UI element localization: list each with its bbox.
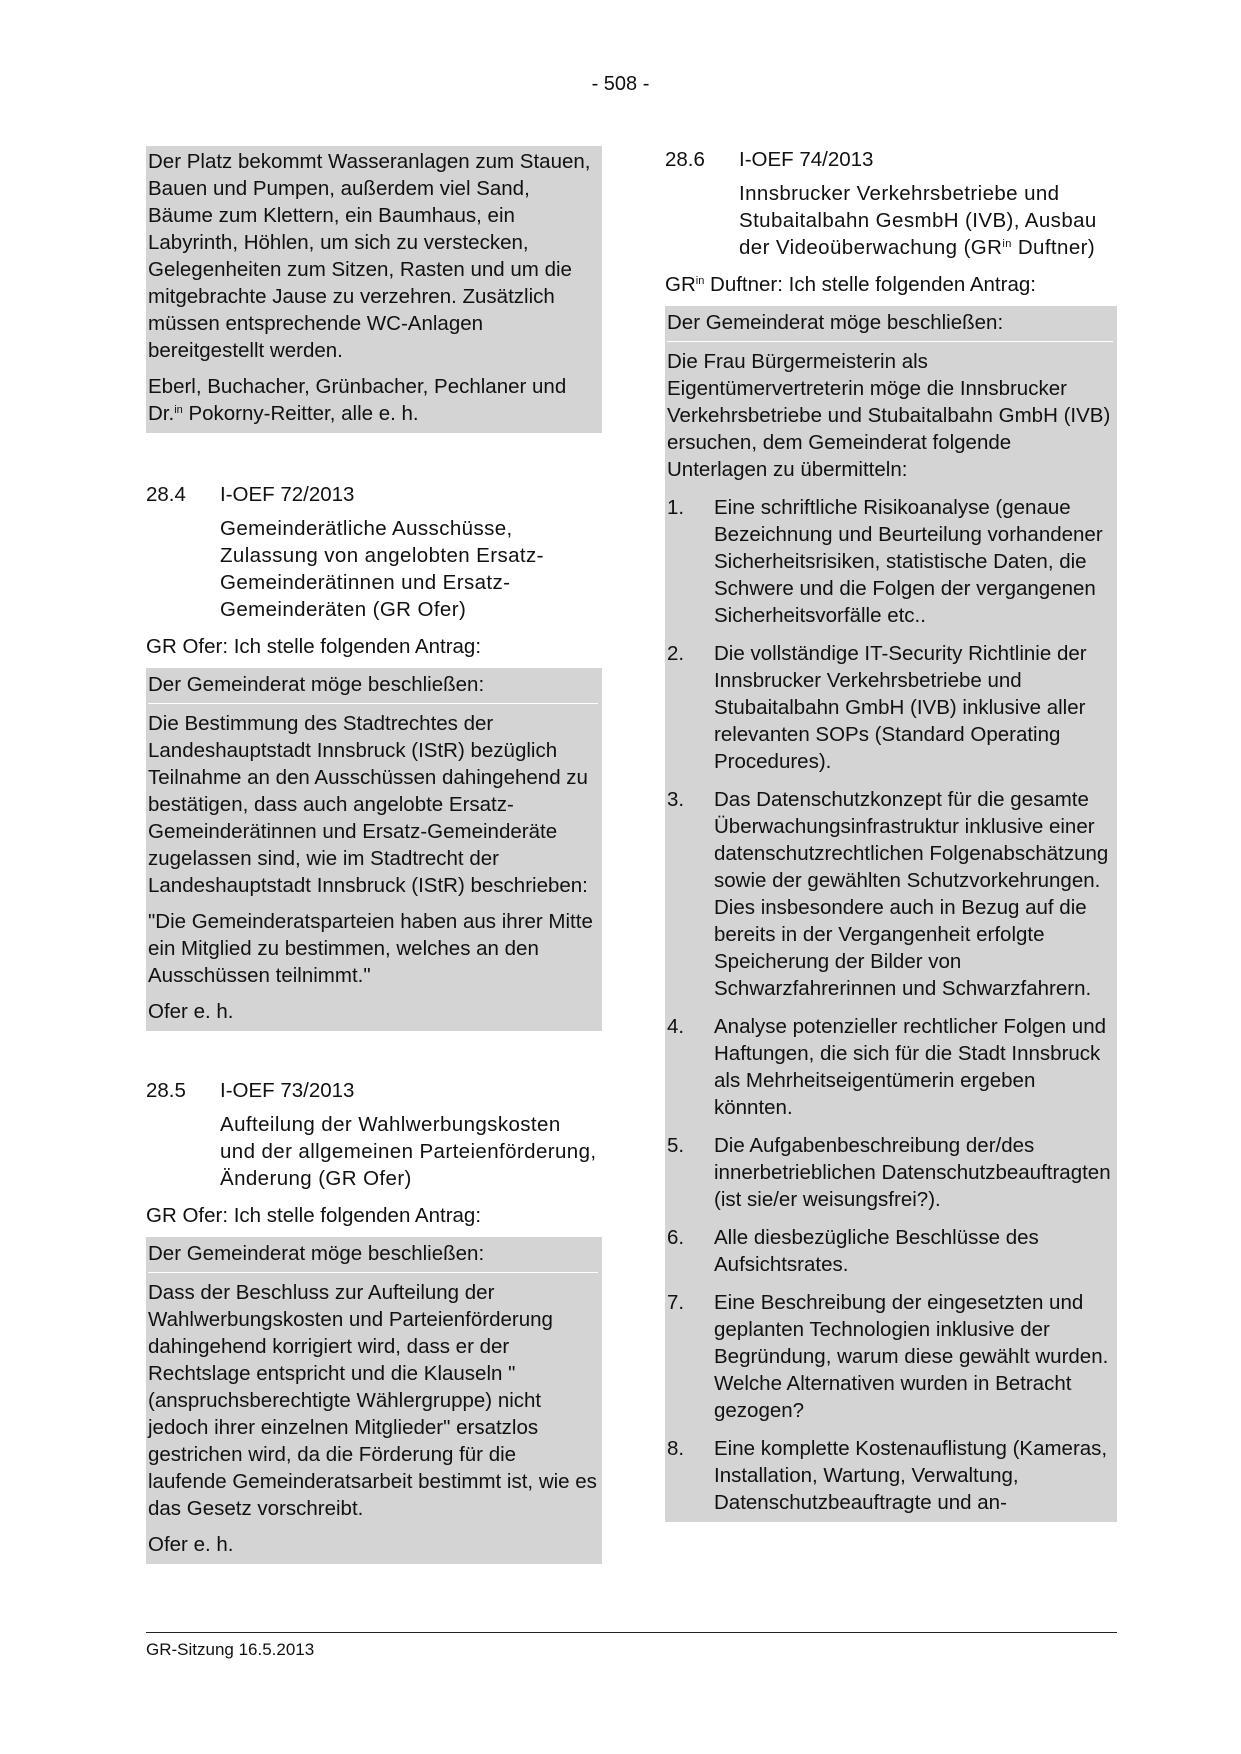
section-ref: I-OEF 74/2013 [739, 148, 874, 171]
list-item: 2. Die vollständige IT-Security Richtlinie der Innsbrucker Verkehrsbetriebe und Stubaitalbahn GmbH (IVB) inklusive aller relevanten SOPs (Standard Operating Procedures). [667, 642, 1087, 773]
continued-motion-box [146, 146, 602, 433]
motion-intro: GR Ofer: Ich stelle folgenden Antrag: [146, 635, 482, 658]
motion-body: Dass der Beschluss zur Aufteilung der Wahlwerbungskosten und Parteienförderung dahingehend korrigiert wird, dass er der Rechtslage entspricht und die Klauseln "(anspruchsberechtigte Wählergruppe) nicht jedoch ihrer einzelnen Mitglieder" ersatzlos gestrichen wird, da die Förderung für die laufende Gemeinderatsarbeit bestimmt ist, wie es das Gesetz vorschreibt. [148, 1281, 597, 1520]
requested-documents-list [667, 494, 1113, 1516]
continued-paragraph: Der Platz bekommt Wasseranlagen zum Stauen, Bauen und Pumpen, außerdem viel Sand, Bäume zum Klettern, ein Baumhaus, ein Labyrinth, Höhlen, um sich zu verstecken, Gelegenheiten zum Sitzen, Rasten und um die mitgebrachte Jause zu verzehren. Zusätzlich müssen entsprechende WC-Anlagen bereitgestellt werden. [148, 150, 591, 362]
section-heading [146, 1077, 602, 1104]
motion-box [146, 668, 602, 1031]
motion-decide: Der Gemeinderat möge beschließen: [148, 1240, 598, 1273]
section-ref: I-OEF 72/2013 [220, 483, 355, 506]
motion-quote: "Die Gemeinderatsparteien haben aus ihrer Mitte ein Mitglied zu bestimmen, welches an den Ausschüssen teilnimmt." [148, 910, 593, 987]
list-item: 1. Eine schriftliche Risikoanalyse (genaue Bezeichnung und Beurteilung vorhandener Sicherheitsrisiken, statistische Daten, die Schwere und die Folgen der vergangenen Sicherheitsvorfälle etc.. [667, 496, 1103, 627]
section-number: 28.4 [146, 483, 186, 506]
section-28-4 [146, 481, 602, 1031]
section-number: 28.6 [665, 148, 705, 171]
motion-signature: Ofer e. h. [148, 1000, 234, 1023]
motion-intro: $GR^{in}$ Duftner: Ich stelle folgenden Antrag: [665, 273, 1036, 296]
list-item: 8. Eine komplette Kostenauflistung (Kameras, Installation, Wartung, Verwaltung, Datenschutzbeauftragte und an- [667, 1437, 1108, 1514]
list-item: 5. Die Aufgabenbeschreibung der/des innerbetrieblichen Datenschutzbeauftragten (ist sie/er weisungsfrei?). [667, 1134, 1111, 1211]
section-title: Gemeinderätliche Ausschüsse, Zulassung von angelobten Ersatz-Gemeinderätinnen und Ersatz-Gemeinderäten (GR Ofer) [220, 517, 544, 621]
section-title: Innsbrucker Verkehrsbetriebe und Stubaitalbahn GesmbH (IVB), Ausbau der Videoüberwachung ($GR^{in}$ Duftner) [739, 182, 1097, 259]
section-heading [665, 146, 1117, 173]
signers: Eberl, Buchacher, Grünbacher, Pechlaner und Dr.$^{in}$ Pokorny-Reitter, alle e. h. [148, 375, 567, 425]
list-item: 3. Das Datenschutzkonzept für die gesamte Überwachungsinfrastruktur inklusive einer datenschutzrechtlichen Folgenabschätzung sowie der gewählten Schutzvorkehrungen. Dies insbesondere auch in Bezug auf die bereits in der Vergangenheit erfolgte Speicherung der Bilder von Schwarzfahrerinnen und Schwarzfahrern. [667, 788, 1109, 1000]
motion-body: Die Bestimmung des Stadtrechtes der Landeshauptstadt Innsbruck (IStR) bezüglich Teilnahme an den Ausschüssen dahingehend zu bestätigen, dass auch angelobte Ersatz-Gemeinderätinnen und Ersatz-Gemeinderäte zugelassen sind, wie im Stadtrecht der Landeshauptstadt Innsbruck (IStR) beschrieben: [148, 712, 588, 897]
page-number: - 508 - [591, 73, 650, 95]
right-column [665, 146, 1117, 1522]
section-28-5 [146, 1077, 602, 1564]
motion-intro: GR Ofer: Ich stelle folgenden Antrag: [146, 1204, 482, 1227]
motion-box [146, 1237, 602, 1564]
footer-session-date: GR-Sitzung 16.5.2013 [146, 1640, 315, 1659]
section-title: Aufteilung der Wahlwerbungskosten und der allgemeinen Parteienförderung, Änderung (GR Ofer) [220, 1113, 597, 1190]
footer-divider [146, 1632, 1117, 1633]
list-item: 7. Eine Beschreibung der eingesetzten und geplanten Technologien inklusive der Begründung, warum diese gewählt wurden. Welche Alternativen wurden in Betracht gezogen? [667, 1291, 1109, 1422]
motion-decide: Der Gemeinderat möge beschließen: [148, 671, 598, 704]
motion-body: Die Frau Bürgermeisterin als Eigentümervertreterin möge die Innsbrucker Verkehrsbetriebe und Stubaitalbahn GmbH (IVB) ersuchen, dem Gemeinderat folgende Unterlagen zu übermitteln: [667, 350, 1111, 481]
motion-box [665, 306, 1117, 1522]
motion-signature: Ofer e. h. [148, 1533, 234, 1556]
section-heading [146, 481, 602, 508]
motion-decide: Der Gemeinderat möge beschließen: [667, 309, 1113, 342]
list-item: 4. Analyse potenzieller rechtlicher Folgen und Haftungen, die sich für die Stadt Innsbruck als Mehrheitseigentümerin ergeben könnten. [667, 1015, 1107, 1119]
list-item: 6. Alle diesbezügliche Beschlüsse des Aufsichtsrates. [667, 1226, 1039, 1276]
section-number: 28.5 [146, 1079, 186, 1102]
section-ref: I-OEF 73/2013 [220, 1079, 355, 1102]
left-column [146, 146, 602, 1564]
